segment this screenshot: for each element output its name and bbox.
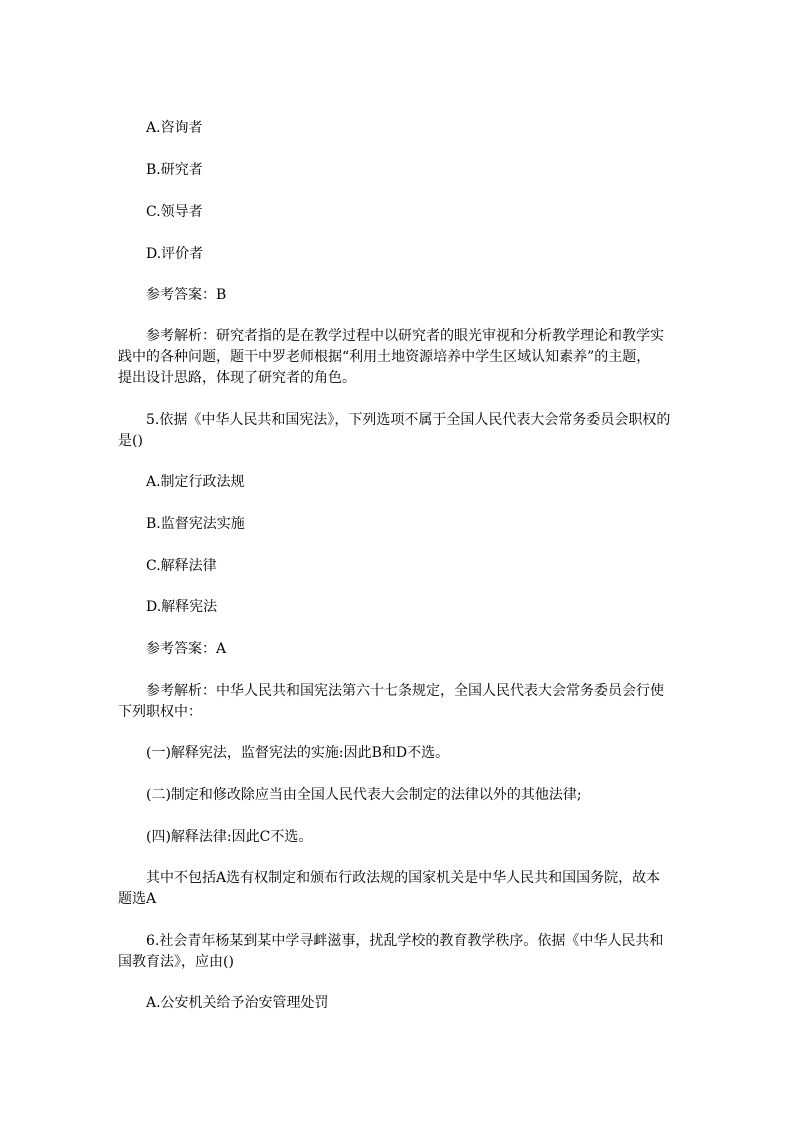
text-line: C.领导者 bbox=[146, 204, 203, 220]
option-b-q5 bbox=[118, 514, 678, 535]
answer-q4 bbox=[118, 285, 678, 306]
option-b-q4 bbox=[118, 160, 678, 181]
option-a-q5 bbox=[118, 472, 678, 493]
text-line: 提出设计思路，体现了研究者的角色。 bbox=[118, 370, 356, 386]
answer-q5 bbox=[118, 639, 678, 660]
text-line: (四)解释法律:因此C不选。 bbox=[146, 829, 313, 845]
text-line: 5.依据《中华人民共和国宪法》，下列选项不属于全国人民代表大会常务委员会职权的 bbox=[146, 412, 671, 428]
text-line: 国教育法》，应由() bbox=[118, 954, 234, 970]
analysis-item-1 bbox=[118, 743, 678, 764]
text-line: (二)制定和修改除应当由全国人民代表大会制定的法律以外的其他法律; bbox=[146, 787, 582, 803]
text-line: 其中不包括A选有权制定和颁布行政法规的国家机关是中华人民共和国国务院，故本 bbox=[146, 870, 661, 886]
analysis-q5 bbox=[118, 681, 678, 723]
option-c-q5 bbox=[118, 556, 678, 577]
text-line: D.评价者 bbox=[146, 246, 204, 262]
text-line: 参考答案：B bbox=[146, 287, 227, 303]
option-d-q4 bbox=[118, 244, 678, 265]
question-6 bbox=[118, 931, 678, 973]
option-c-q4 bbox=[118, 202, 678, 223]
text-line: C.解释法律 bbox=[146, 558, 217, 574]
text-line: A.公安机关给予治安管理处罚 bbox=[146, 995, 329, 1011]
text-line: 是() bbox=[118, 433, 143, 449]
text-line: D.解释宪法 bbox=[146, 599, 218, 615]
text-line: B.研究者 bbox=[146, 162, 203, 178]
question-5 bbox=[118, 410, 678, 452]
analysis-q4 bbox=[118, 326, 678, 389]
text-line: 参考答案：A bbox=[146, 641, 227, 657]
text-line: (一)解释宪法，监督宪法的实施:因此B和D不选。 bbox=[146, 745, 450, 761]
text-line: A.咨询者 bbox=[146, 120, 203, 136]
text-line: 参考解析：中华人民共和国宪法第六十七条规定，全国人民代表大会常务委员会行使 bbox=[146, 683, 664, 699]
text-line: B.监督宪法实施 bbox=[146, 516, 245, 532]
text-line: 题选A bbox=[118, 891, 157, 907]
analysis-item-4 bbox=[118, 827, 678, 848]
text-line: 6.社会青年杨某到某中学寻衅滋事，扰乱学校的教育教学秩序。依据《中华人民共和 bbox=[146, 933, 664, 949]
option-d-q5 bbox=[118, 597, 678, 618]
analysis-item-2 bbox=[118, 785, 678, 806]
option-a-q4 bbox=[118, 118, 678, 139]
text-line: 下列职权中： bbox=[118, 704, 202, 720]
analysis-conclusion bbox=[118, 868, 678, 910]
option-a-q6 bbox=[118, 993, 678, 1014]
text-line: 践中的各种问题，题干中罗老师根据“利用土地资源培养中学生区域认知素养”的主题， bbox=[118, 349, 651, 365]
text-line: 参考解析：研究者指的是在教学过程中以研究者的眼光审视和分析教学理论和教学实 bbox=[146, 328, 664, 344]
text-line: A.制定行政法规 bbox=[146, 474, 245, 490]
